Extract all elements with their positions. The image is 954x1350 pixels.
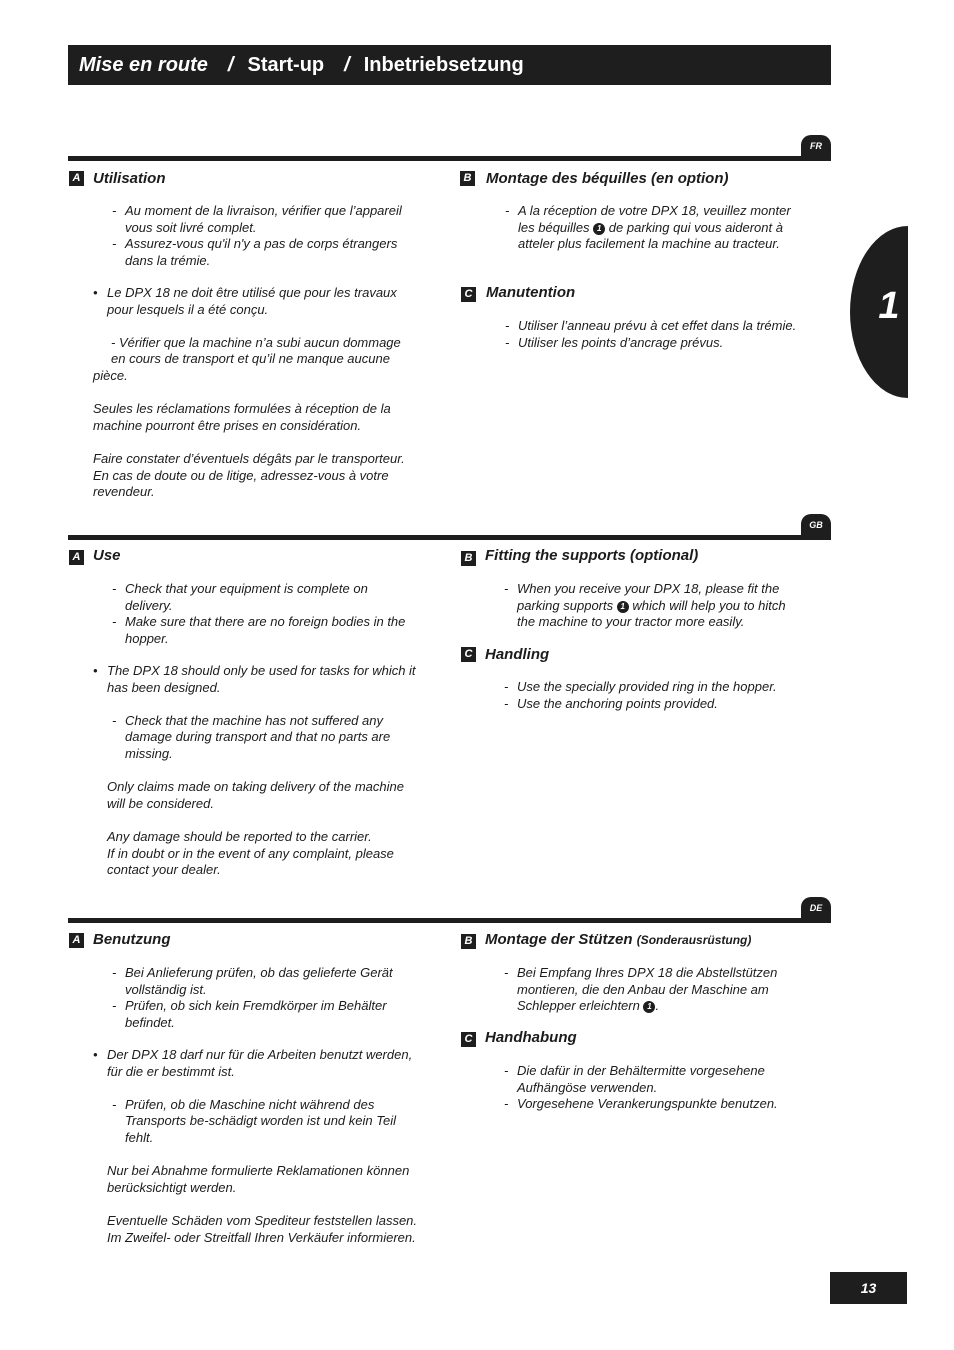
list-item: - Utiliser l’anneau prévu à cet effet dans la trémie. bbox=[505, 318, 797, 333]
language-tab-gb: GB bbox=[801, 514, 831, 538]
gb-b-body bbox=[504, 581, 804, 631]
header-title-gb: Start-up bbox=[247, 54, 325, 76]
list-item: - Make sure that there are no foreign bodies in the hopper. bbox=[112, 614, 406, 646]
section-title-suffix: (Sonderausrüstung) bbox=[636, 933, 752, 947]
section-title-montage-bequilles: Montage des béquilles (en option) bbox=[486, 170, 729, 187]
de-a-dash-list bbox=[112, 965, 412, 1031]
section-title-use: Use bbox=[93, 547, 121, 564]
section-rule-de bbox=[68, 918, 831, 923]
section-rule-gb bbox=[68, 535, 831, 540]
section-title-handling: Handling bbox=[485, 646, 550, 663]
callout-badge: 1 bbox=[643, 1001, 655, 1013]
language-tab-de: DE bbox=[801, 897, 831, 921]
letter-box-b: B bbox=[461, 551, 476, 566]
fr-a-dash-list bbox=[112, 203, 417, 269]
list-item: - Use the anchoring points provided. bbox=[504, 695, 718, 711]
letter-box-b: B bbox=[460, 171, 475, 186]
page-header bbox=[68, 45, 831, 85]
list-item: - Prüfen, ob sich kein Fremdkörper im Behälter befindet. bbox=[112, 998, 387, 1030]
paragraph: - Vérifier que la machine n’a subi aucun dommage en cours de transport et qu’il ne manque aucune bbox=[111, 334, 401, 367]
list-item: - Check that the machine has not suffered any damage during transport and that no parts are missing. bbox=[112, 712, 391, 761]
language-tab-fr: FR bbox=[801, 135, 831, 159]
list-item: - Bei Empfang Ihres DPX 18 die Abstellstützen montieren, die den Anbau der Maschine am Schlepper erleichtern 1 . bbox=[504, 965, 778, 1014]
callout-badge: 1 bbox=[593, 223, 605, 235]
gb-c-dash-list bbox=[504, 679, 814, 712]
paragraph: Eventuelle Schäden vom Spediteur feststellen lassen. bbox=[107, 1212, 418, 1228]
list-item: - Vorgesehene Verankerungspunkte benutzen. bbox=[504, 1096, 778, 1112]
de-a-body bbox=[93, 1047, 418, 1246]
letter-box-a: A bbox=[69, 550, 84, 565]
header-title-fr: Mise en route bbox=[79, 54, 208, 76]
gb-a-body bbox=[93, 663, 418, 879]
list-item: - Prüfen, ob die Maschine nicht während des Transports be-schädigt worden ist und kein Teil fehlt. bbox=[112, 1096, 396, 1145]
letter-box-c: C bbox=[461, 1032, 476, 1047]
fr-c-dash-list bbox=[505, 318, 815, 351]
section-title-montage-stuetzen: Montage der Stützen (Sonderausrüstung) bbox=[485, 931, 752, 948]
paragraph: Faire constater d’éventuels dégâts par le transporteur. En cas de doute ou de litige, adressez-vous à votre revendeur. bbox=[93, 450, 405, 500]
paragraph: Any damage should be reported to the carrier. bbox=[107, 828, 372, 844]
letter-box-c: C bbox=[461, 647, 476, 662]
list-item: - A la réception de votre DPX 18, veuillez monter les béquilles 1 de parking qui vous aideront à atteler plus facilement la machine au tracteur. bbox=[505, 203, 791, 252]
list-item: - Utiliser les points d’ancrage prévus. bbox=[505, 334, 724, 350]
section-title-handhabung: Handhabung bbox=[485, 1029, 577, 1046]
list-item: - Bei Anlieferung prüfen, ob das gelieferte Gerät vollständig ist. bbox=[112, 965, 393, 997]
list-item: - Check that your equipment is complete on delivery. bbox=[112, 581, 368, 613]
fr-a-body bbox=[93, 285, 418, 501]
letter-box-b: B bbox=[461, 934, 476, 949]
letter-box-a: A bbox=[69, 933, 84, 948]
list-item: • The DPX 18 should only be used for tasks for which it has been designed. bbox=[93, 663, 416, 695]
letter-box-a: A bbox=[69, 171, 84, 186]
header-separator: / bbox=[344, 54, 350, 76]
paragraph: Nur bei Abnahme formulierte Reklamationen können berücksichtigt werden. bbox=[107, 1163, 410, 1195]
page-number: 13 bbox=[830, 1272, 907, 1304]
list-item: - Use the specially provided ring in the hopper. bbox=[504, 679, 777, 694]
de-c-dash-list bbox=[504, 1063, 804, 1113]
list-item: - Die dafür in der Behältermitte vorgesehene Aufhängöse verwenden. bbox=[504, 1063, 765, 1095]
section-rule-fr bbox=[68, 156, 831, 161]
section-title-manutention: Manutention bbox=[486, 284, 576, 301]
gb-a-dash-list bbox=[112, 581, 412, 647]
de-b-body bbox=[504, 965, 804, 1015]
list-item: • Le DPX 18 ne doit être utilisé que pour les travaux pour lesquels il a été conçu. bbox=[93, 285, 397, 317]
paragraph: Seules les réclamations formulées à réception de la machine pourront être prises en considération. bbox=[93, 401, 391, 433]
header-separator: / bbox=[227, 54, 234, 76]
letter-box-c: C bbox=[461, 287, 476, 302]
paragraph: pièce. bbox=[93, 367, 128, 383]
paragraph: Only claims made on taking delivery of the machine will be considered. bbox=[107, 779, 404, 811]
header-title-de: Inbetriebsetzung bbox=[363, 54, 524, 76]
chapter-number: 1 bbox=[878, 285, 900, 327]
callout-badge: 1 bbox=[617, 601, 629, 613]
paragraph: If in doubt or in the event of any complaint, please contact your dealer. bbox=[107, 845, 394, 878]
section-title-utilisation: Utilisation bbox=[93, 170, 166, 187]
list-item: - When you receive your DPX 18, please fit the parking supports 1 which will help you to hitch the machine to your tractor more easily. bbox=[504, 581, 786, 630]
section-title-fitting-supports: Fitting the supports (optional) bbox=[485, 547, 699, 564]
section-title-benutzung: Benutzung bbox=[93, 931, 171, 948]
list-item: - Au moment de la livraison, vérifier que l’appareil vous soit livré complet. bbox=[112, 203, 402, 235]
list-item: • Der DPX 18 darf nur für die Arbeiten benutzt werden, für die er bestimmt ist. bbox=[93, 1047, 413, 1079]
fr-b-body bbox=[505, 203, 805, 253]
paragraph: Im Zweifel- oder Streitfall Ihren Verkäufer informieren. bbox=[107, 1229, 416, 1245]
list-item: - Assurez-vous qu'il n'y a pas de corps étrangers dans la trémie. bbox=[112, 236, 398, 268]
